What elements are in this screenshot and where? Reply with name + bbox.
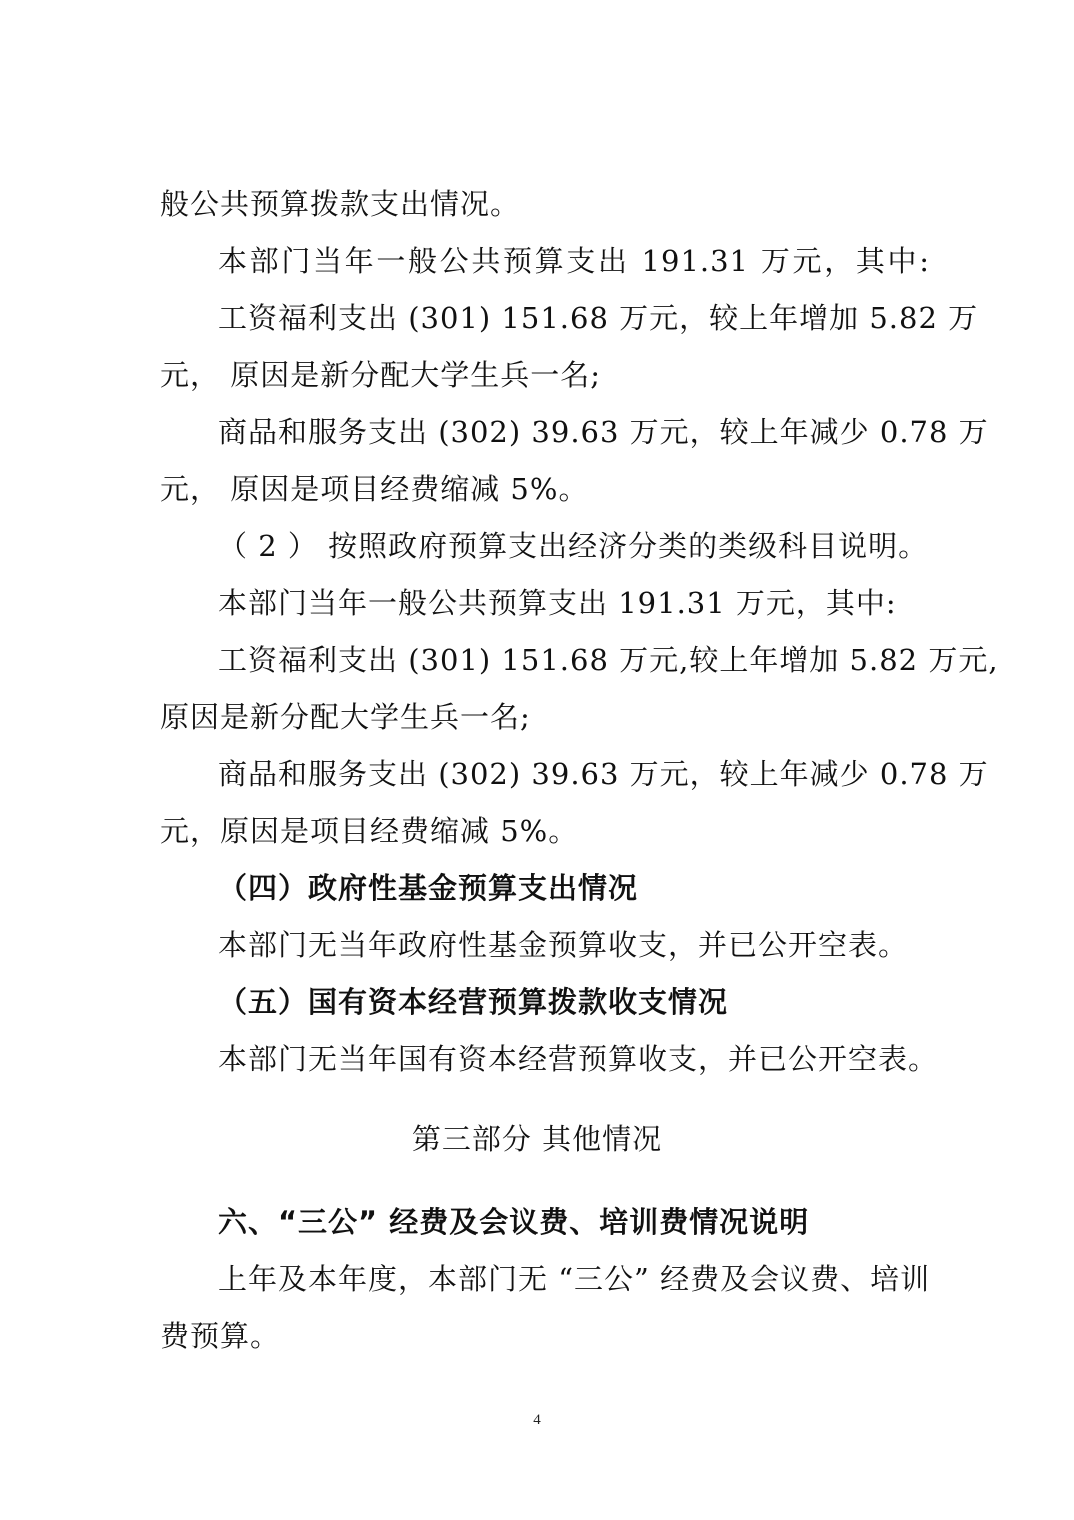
paragraph-line: 元， 原因是项目经费缩减 5%。 xyxy=(160,472,589,506)
paragraph-line: 元，原因是项目经费缩减 5%。 xyxy=(160,814,579,848)
paragraph-line: 本部门无当年政府性基金预算收支，并已公开空表。 xyxy=(218,928,909,962)
page-number: 4 xyxy=(533,1412,541,1428)
paragraph-line: 般公共预算拨款支出情况。 xyxy=(160,187,521,221)
paragraph-line: 本部门无当年国有资本经营预算收支，并已公开空表。 xyxy=(218,1042,939,1076)
paragraph-line: 商品和服务支出 (302) 39.63 万元，较上年减少 0.78 万 xyxy=(218,415,989,449)
subsection-heading: （ 2 ） 按照政府预算支出经济分类的类级科目说明。 xyxy=(218,529,929,563)
paragraph-line: 本部门当年一般公共预算支出 191.31 万元，其中: xyxy=(218,244,930,278)
section-heading: （五）国有资本经营预算拨款收支情况 xyxy=(218,985,729,1019)
paragraph-line: 工资福利支出 (301) 151.68 万元，较上年增加 5.82 万 xyxy=(218,301,979,335)
part-heading: 第三部分 其他情况 xyxy=(411,1122,663,1156)
section-heading: 六、“三公” 经费及会议费、培训费情况说明 xyxy=(218,1205,810,1239)
paragraph-line: 原因是新分配大学生兵一名; xyxy=(160,700,531,734)
paragraph-line: 商品和服务支出 (302) 39.63 万元，较上年减少 0.78 万 xyxy=(218,757,989,791)
paragraph-line: 工资福利支出 (301) 151.68 万元,较上年增加 5.82 万元, xyxy=(218,643,999,677)
paragraph-line: 费预算。 xyxy=(160,1319,281,1353)
paragraph-line: 元， 原因是新分配大学生兵一名; xyxy=(160,358,601,392)
section-heading: （四）政府性基金预算支出情况 xyxy=(218,871,639,905)
paragraph-line: 上年及本年度，本部门无 “三公” 经费及会议费、培训 xyxy=(218,1262,931,1296)
paragraph-line: 本部门当年一般公共预算支出 191.31 万元，其中: xyxy=(218,586,897,620)
